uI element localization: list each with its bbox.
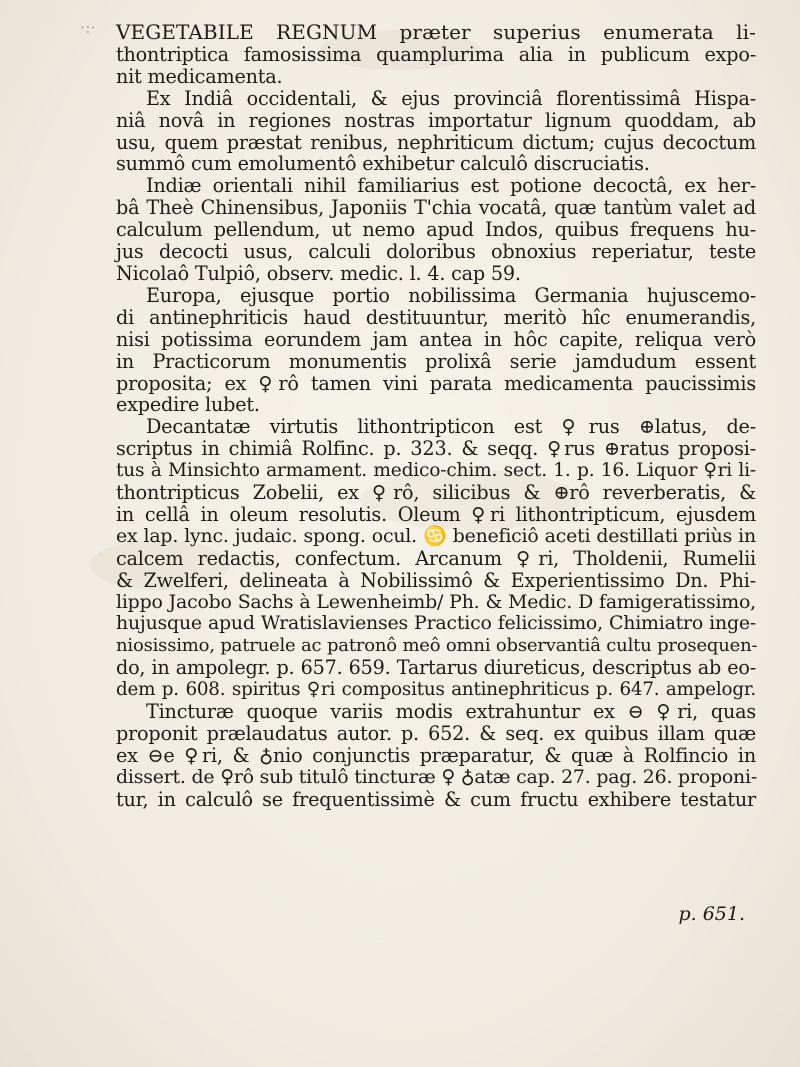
- text-line: do, in ampolegr. p. 657. 659. Tartarus diureticus, descriptus ab eo-: [116, 656, 756, 680]
- text-line: niosissimo, patruele ac patronô meô omni observantiâ cultu prosequen-: [116, 635, 758, 657]
- text-line: jus decocti usus, calculi doloribus obnoxius reperiatur, teste: [116, 240, 756, 264]
- text-line: usu, quem præstat renibus, nephriticum dictum; cujus decoctum: [116, 130, 756, 154]
- text-line: ex ⊖e ♀ri, & ♁nio conjunctis præparatur, & quæ à Rolfincio in: [116, 743, 756, 767]
- text-line: ex lap. lync. judaic. spong. ocul. ♋ beneficiô aceti destillati priùs in: [116, 524, 756, 547]
- text-line: thontripticus Zobelii, ex ♀rô, silicibus & ⊕rô reverberatis, &: [116, 481, 756, 505]
- text-line: tus à Minsichto armament. medico-chim. sect. 1. p. 16. Liquor ♀ri li-: [116, 460, 756, 482]
- text-line: Nicolaô Tulpiô, observ. medic. l. 4. cap 59.: [116, 261, 521, 285]
- text-line: hujusque apud Wratislavienses Practico felicissimo, Chimiatro inge-: [116, 612, 756, 635]
- text-line: calcem redactis, confectum. Arcanum ♀ri, Tholdenii, Rumelii: [116, 546, 756, 570]
- text-line: calculum pellendum, ut nemo apud Indos, quibus frequens hu-: [116, 218, 756, 242]
- text-line: VEGETABILE REGNUM præter superius enumerata li-: [116, 20, 756, 44]
- text-line: in cellâ in oleum resolutis. Oleum ♀ri lithontripticum, ejusdem: [116, 502, 756, 526]
- text-line: Indiæ orientali nihil familiarius est potione decoctâ, ex her-: [146, 174, 756, 198]
- text-line: Ex Indiâ occidentali, & ejus provinciâ florentissimâ Hispa-: [146, 86, 756, 110]
- text-line: proposita; ex ♀rô tamen vini parata medicamenta paucissimis: [116, 371, 756, 395]
- text-line: Europa, ejusque portio nobilissima Germania hujuscemo-: [146, 283, 756, 307]
- text-line: in Practicorum monumentis prolixâ serie jamdudum essent: [116, 349, 756, 373]
- text-line: Decantatæ virtutis lithontripticon est ♀rus ⊕latus, de-: [146, 415, 756, 439]
- text-line: tur, in calculô se frequentissimè & cum fructu exhibere testatur: [116, 787, 756, 811]
- text-line: scriptus in chimiâ Rolfinc. p. 323. & seqq. ♀rus ⊕ratus proposi-: [116, 437, 756, 461]
- text-line: Tincturæ quoque variis modis extrahuntur ex ⊖ ♀ri, quas: [146, 700, 756, 724]
- text-line: expedire lubet.: [116, 393, 260, 417]
- text-line: dissert. de ♀rô sub titulô tincturæ ♀ ♁atæ cap. 27. pag. 26. proponi-: [116, 765, 758, 788]
- text-line: di antinephriticis haud destituuntur, meritò hîc enumerandis,: [116, 305, 756, 329]
- text-line: dem p. 608. spiritus ♀ri compositus antinephriticus p. 647. ampelogr.: [116, 679, 756, 701]
- text-line: thontriptica famosissima quamplurima alia in publicum expo-: [116, 42, 756, 66]
- text-line: lippo Jacobo Sachs à Lewenheimb/ Ph. & Medic. D famigeratissimo,: [116, 590, 756, 613]
- catchword: p. 651.: [678, 903, 745, 925]
- body-text: [116, 22, 756, 811]
- text-line: niâ novâ in regiones nostras importatur lignum quoddam, ab: [116, 108, 756, 132]
- text-line: nit medicamenta.: [116, 64, 283, 88]
- text-line: nisi potissima eorundem jam antea in hôc capite, reliqua verò: [116, 327, 756, 351]
- text-line: proponit prælaudatus autor. p. 652. & seq. ex quibus illam quæ: [116, 722, 756, 745]
- text-line: & Zwelferi, delineata à Nobilissimô & Experientissimo Dn. Phi-: [116, 568, 756, 592]
- text-line: bâ Theè Chinensibus, Japoniis T'chia vocatâ, quæ tantùm valet ad: [116, 196, 756, 220]
- text-line: summô cum emolumentô exhibetur calculô discruciatis.: [116, 152, 650, 176]
- margin-mark: ·:·: [80, 18, 96, 37]
